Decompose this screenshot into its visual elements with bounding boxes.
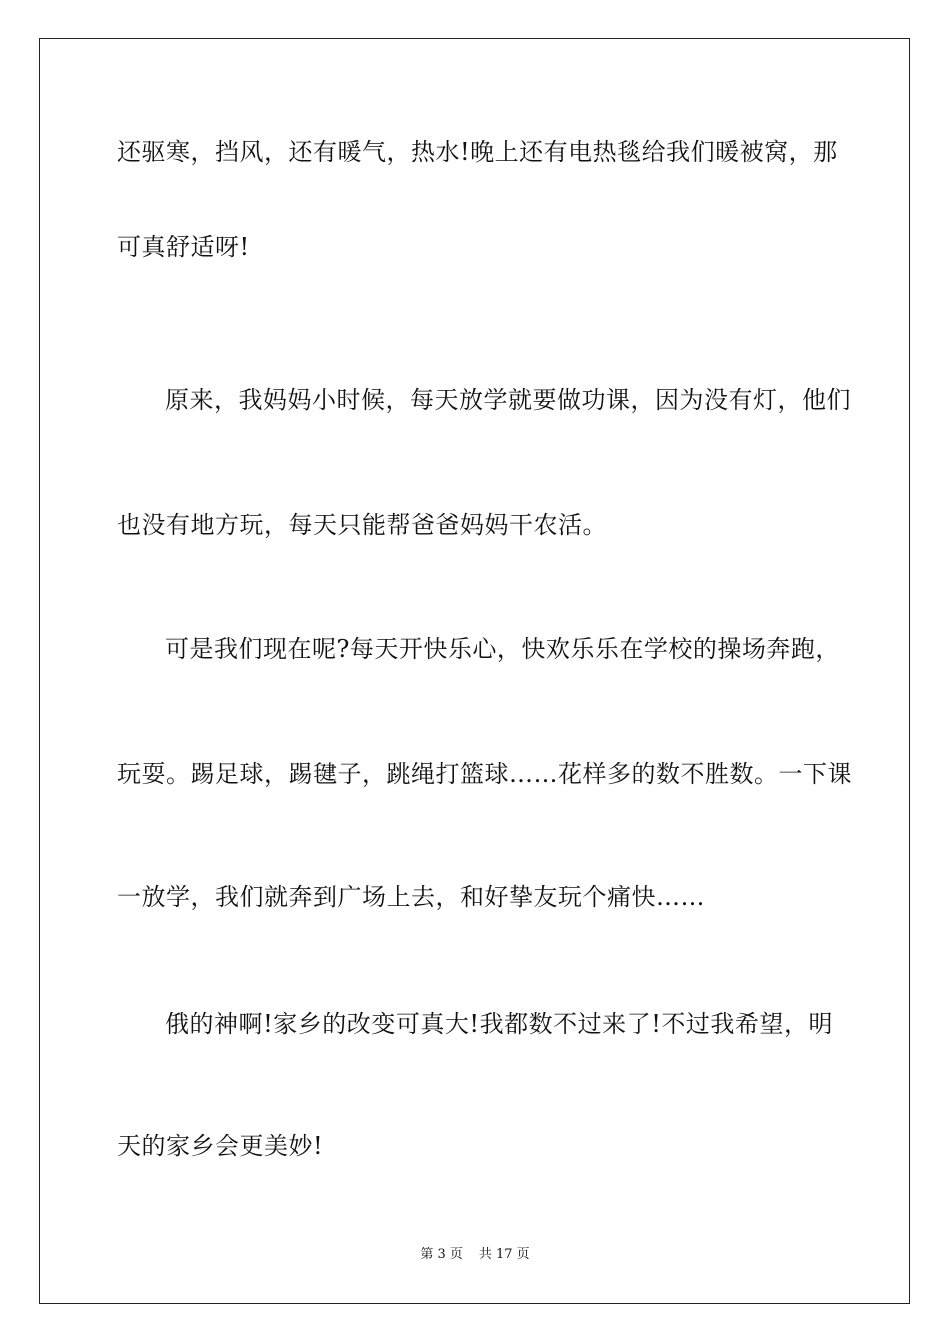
- page-number: 第 3 页: [420, 1247, 463, 1262]
- body-line-1: 还驱寒，挡风，还有暖气，热水!晚上还有电热毯给我们暖被窝，那: [117, 138, 838, 166]
- page-border: [39, 38, 910, 1304]
- body-line-7: 一放学，我们就奔到广场上去，和好挚友玩个痛快……: [117, 883, 705, 911]
- body-line-8: 俄的神啊!家乡的改变可真大!我都数不过来了!不过我希望，明: [165, 1010, 833, 1038]
- body-line-4: 也没有地方玩，每天只能帮爸爸妈妈干农活。: [117, 511, 607, 539]
- page-total: 共 17 页: [478, 1247, 530, 1262]
- body-line-2: 可真舒适呀!: [117, 233, 250, 261]
- body-line-5: 可是我们现在呢?每天开快乐心，快欢乐乐在学校的操场奔跑，: [165, 635, 840, 663]
- body-line-9: 天的家乡会更美妙!: [117, 1132, 324, 1160]
- body-line-3: 原来，我妈妈小时候，每天放学就要做功课，因为没有灯，他们: [165, 386, 851, 414]
- body-line-6: 玩耍。踢足球，踢毽子，跳绳打篮球……花样多的数不胜数。一下课: [117, 760, 852, 788]
- page-footer: [0, 1246, 950, 1264]
